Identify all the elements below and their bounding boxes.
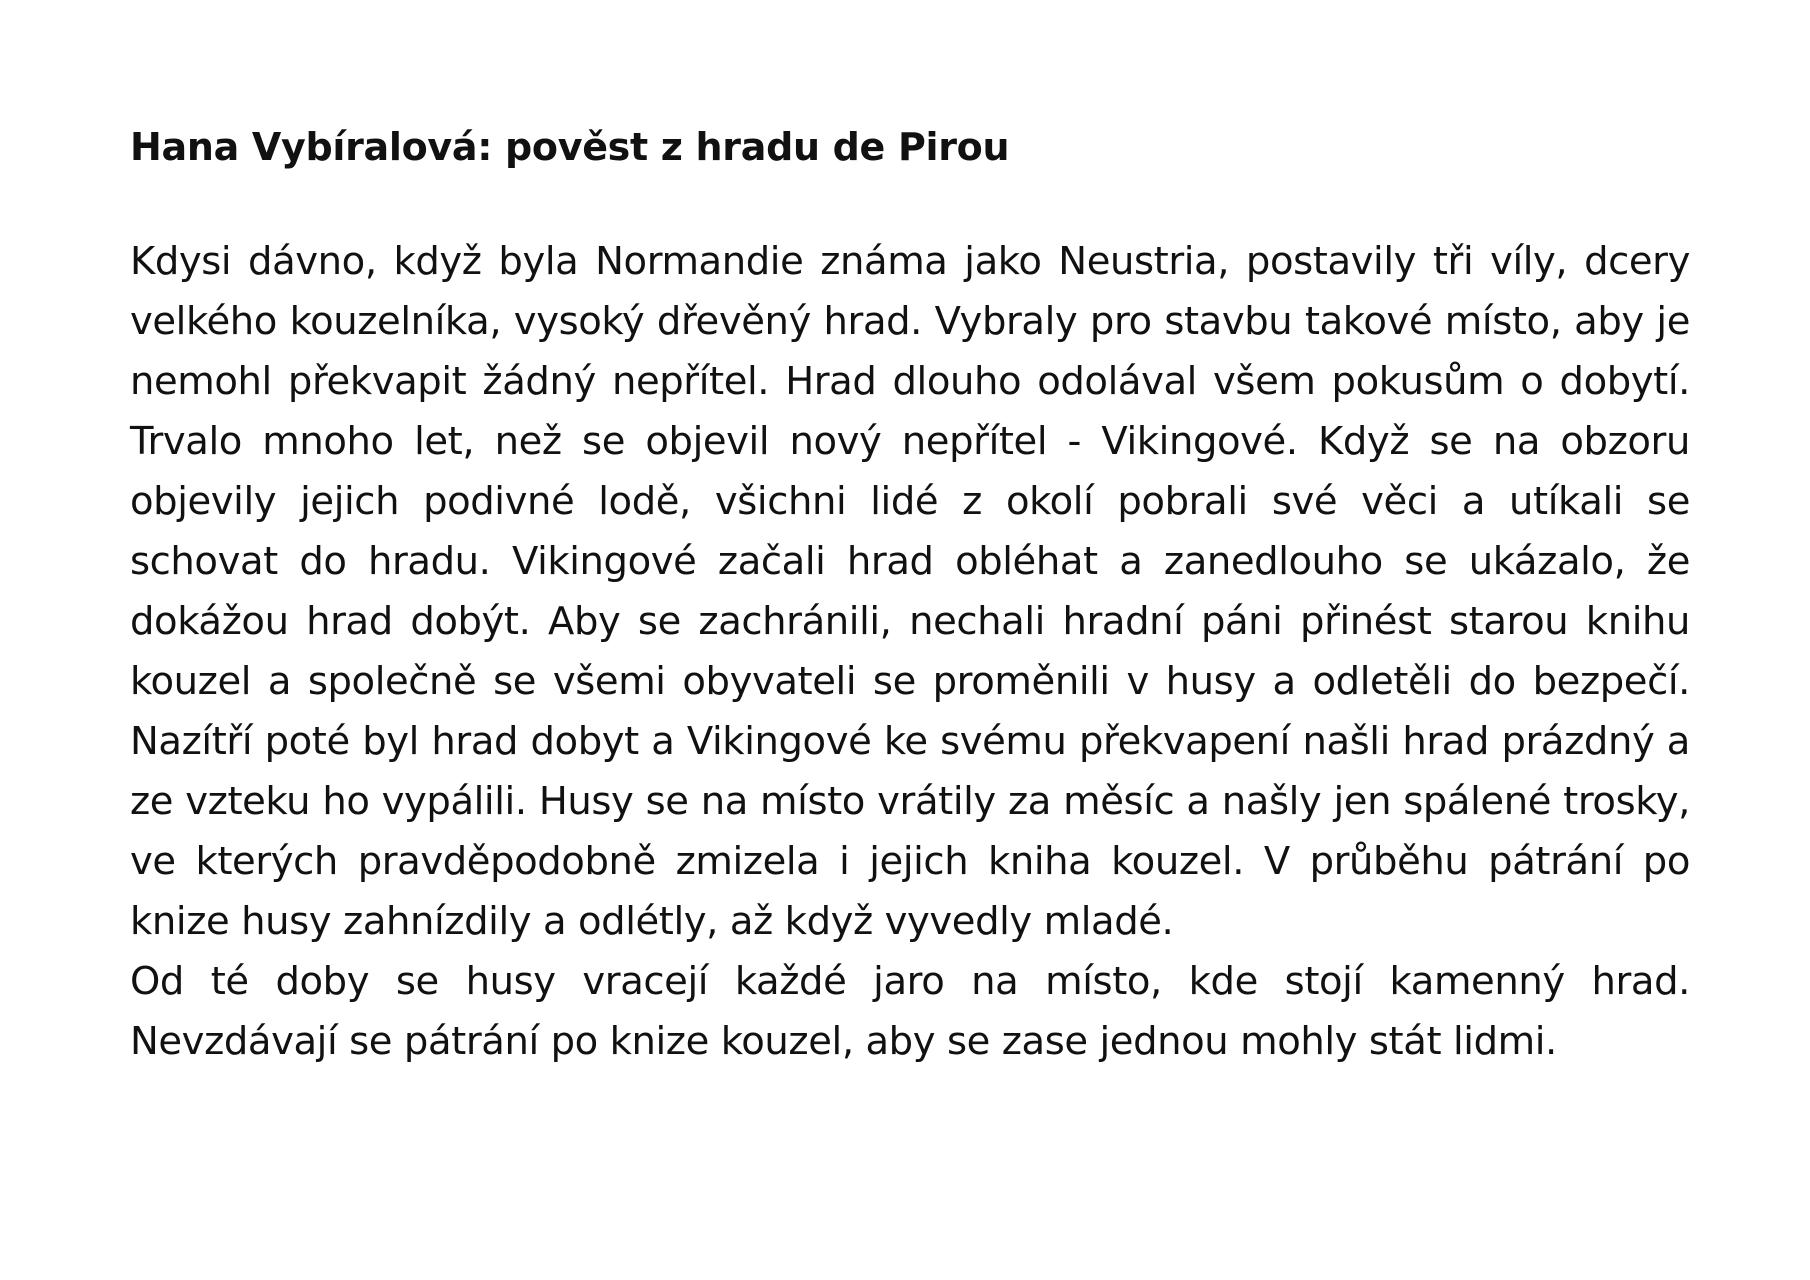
- document-title: Hana Vybíralová: pověst z hradu de Pirou: [130, 125, 1010, 169]
- document-page: [130, 122, 1690, 1072]
- paragraph-1: Kdysi dávno, když byla Normandie známa jako Neustria, postavily tři víly, dcery velkého kouzelníka, vysoký dřevěný hrad. Vybraly pro stavbu takové místo, aby je nemohl překvapit žádný nepřítel. Hrad dlouho odolával všem pokusům o dobytí. Trvalo mnoho let, než se objevil nový nepřítel - Vikingové. Když se na obzoru objevily jejich podivné lodě, všichni lidé z okolí pobrali své věci a utíkali se schovat do hradu. Vikingové začali hrad obléhat a zanedlouho se ukázalo, že dokážou hrad dobýt. Aby se zachránili, nechali hradní páni přinést starou knihu kouzel a společně se všemi obyvateli se proměnili v husy a odletěli do bezpečí. Nazítří poté byl hrad dobyt a Vikingové ke svému překvapení našli hrad prázdný a ze vzteku ho vypálili. Husy se na místo vrátily za měsíc a našly jen spálené trosky, ve kterých pravděpodobně zmizela i jejich kniha kouzel. V průběhu pátrání po knize husy zahnízdily a odlétly, až když vyvedly mladé.: [130, 239, 1690, 944]
- paragraph-2: Od té doby se husy vracejí každé jaro na místo, kde stojí kamenný hrad. Nevzdávají se pátrání po knize kouzel, aby se zase jednou mohly stát lidmi.: [130, 959, 1690, 1064]
